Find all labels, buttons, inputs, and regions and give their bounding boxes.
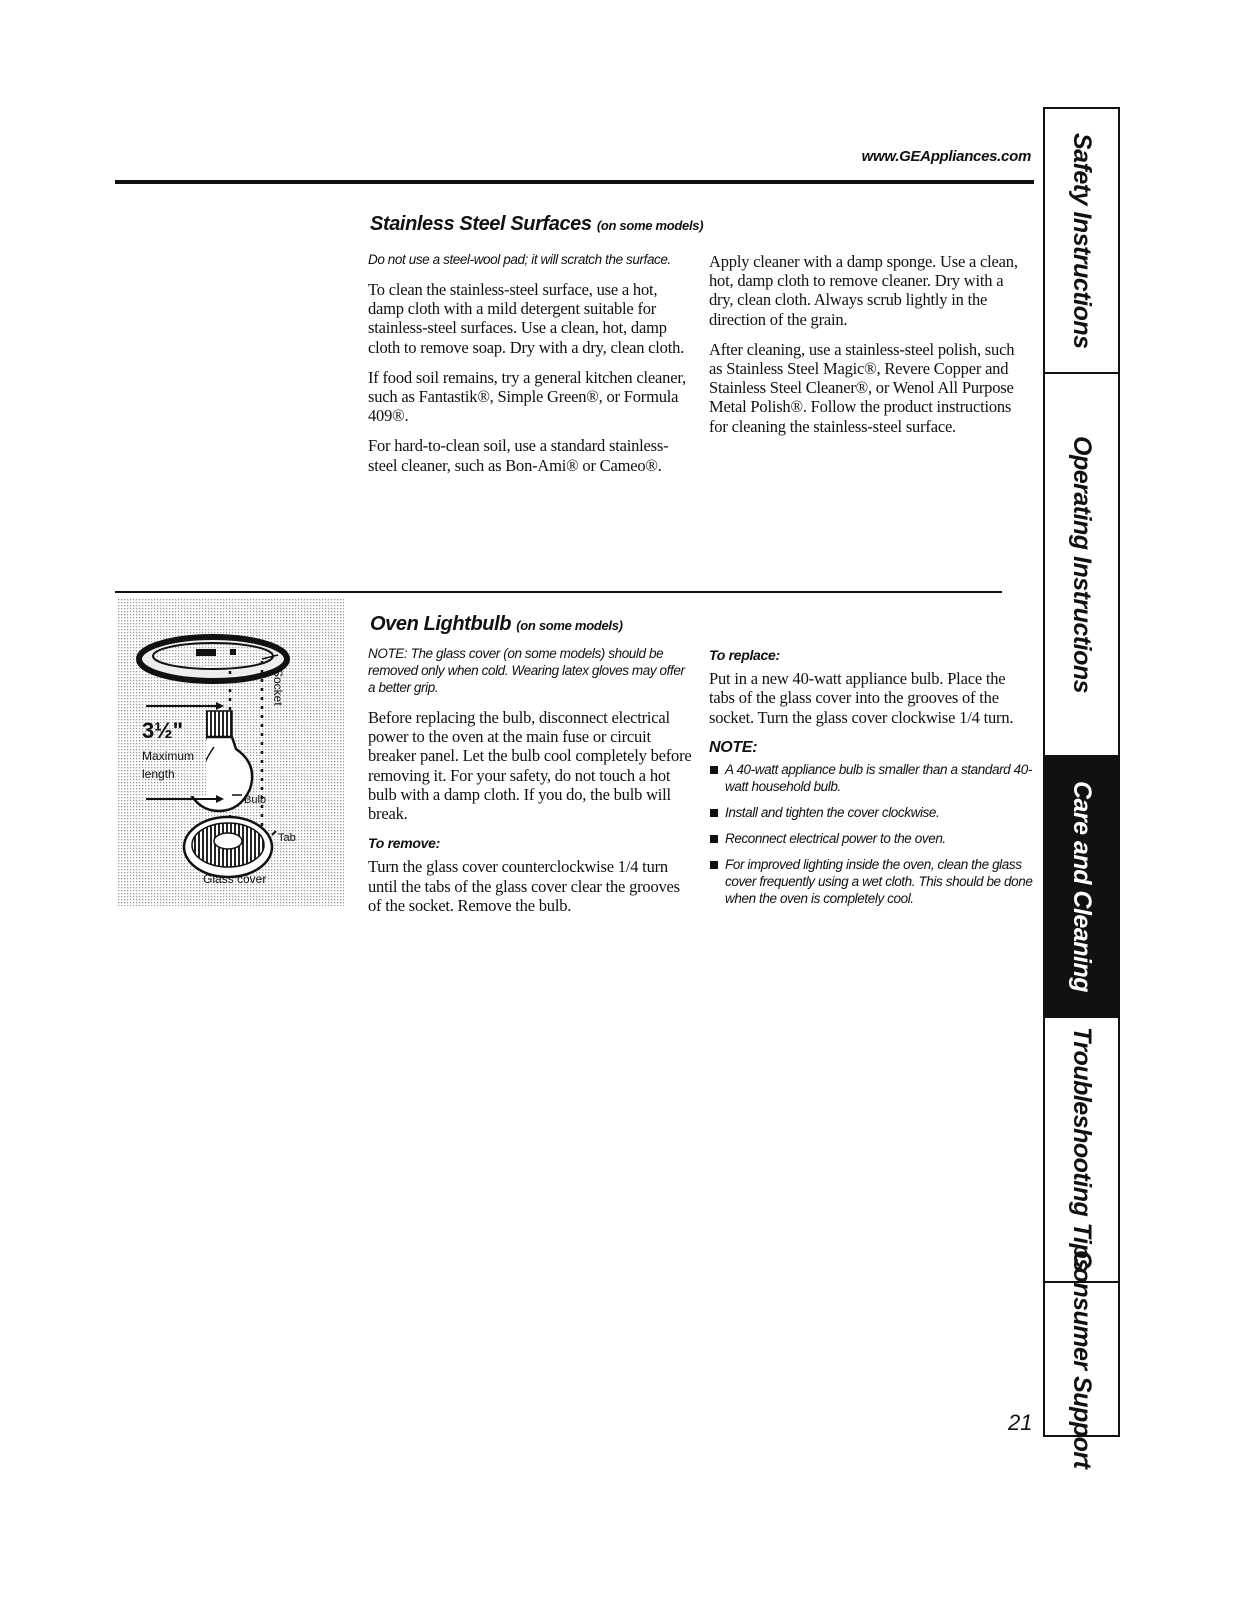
stainless-left-column [368, 251, 690, 486]
stainless-paragraph: To clean the stainless-steel surface, use a hot, damp cloth with a mild detergent suitable for stainless-steel surfaces. Use a clean, hot, damp cloth to remove soap. Dry with a dry, clean cloth. [368, 280, 685, 357]
dimension-label: 3½" [142, 718, 184, 743]
tab-label: Consumer Support [1068, 1249, 1096, 1469]
tab-operating-instructions[interactable] [1045, 374, 1118, 757]
glass-cover-label: Glass cover [203, 872, 267, 886]
note-item: For improved lighting inside the oven, clean the glass cover frequently using a wet cloth. This should be done when the oven is completely cool. [709, 856, 1033, 907]
section-tabs [1043, 107, 1120, 1469]
lightbulb-right-column [709, 646, 1033, 916]
tab-care-and-cleaning[interactable] [1045, 757, 1118, 1018]
website-url: www.GEAppliances.com [861, 148, 1031, 165]
note-list [709, 761, 1033, 907]
remove-heading: To remove: [368, 835, 440, 852]
stainless-paragraph: After cleaning, use a stainless-steel polish, such as Stainless Steel Magic®, Revere Copper and Stainless Steel Cleaner®, or Wenol All Purpose Metal Polish®. Follow the product instructions for cleaning the stainless-steel surface. [709, 339, 1015, 436]
lightbulb-diagram [118, 599, 344, 906]
bulb-label: Bulb [244, 794, 267, 806]
maximum-label: Maximum [142, 749, 195, 763]
stainless-heading [370, 213, 703, 236]
length-label: length [142, 767, 175, 781]
lightbulb-left-column [368, 645, 694, 926]
stainless-subtitle: (on some models) [596, 218, 704, 233]
lightbulb-subtitle: (on some models) [516, 618, 623, 633]
stainless-paragraph: For hard-to-clean soil, use a standard stainless-steel cleaner, such as Bon-Ami® or Cameo®. [368, 436, 669, 475]
replace-text: Put in a new 40-watt appliance bulb. Place the tabs of the glass cover into the grooves of the socket. Turn the glass cover clockwise 1/4 turn. [709, 669, 1014, 727]
tab-label: Troubleshooting Tips [1068, 1027, 1096, 1272]
lightbulb-heading [370, 613, 623, 636]
remove-text: Turn the glass cover counterclockwise 1/4 turn until the tabs of the glass cover clear the grooves of the socket. Remove the bulb. [368, 857, 680, 915]
tab-label: Safety Instructions [1068, 132, 1096, 349]
tab-troubleshooting-tips[interactable] [1045, 1018, 1118, 1283]
section-divider [115, 591, 1002, 593]
note-item: A 40-watt appliance bulb is smaller than a standard 40-watt household bulb. [709, 761, 1033, 795]
tab-safety-instructions[interactable] [1045, 109, 1118, 374]
page-number: 21 [1008, 1410, 1033, 1435]
note-item: Reconnect electrical power to the oven. [709, 830, 1033, 847]
header-rule [115, 180, 1034, 184]
tab-label: Tab [278, 832, 296, 844]
lightbulb-title: Oven Lightbulb [370, 613, 512, 635]
stainless-paragraph: Apply cleaner with a damp sponge. Use a clean, hot, damp cloth to remove cleaner. Dry with a dry, clean cloth. Always scrub lightly in the direction of the grain. [709, 252, 1018, 329]
lightbulb-intro: Before replacing the bulb, disconnect electrical power to the oven at the main fuse or circuit breaker panel. Let the bulb cool completely before removing it. For your safety, do not touch a hot bulb with a damp cloth. If you do, the bulb will break. [368, 708, 692, 824]
note-heading: NOTE: [709, 738, 758, 756]
lightbulb-note: NOTE: The glass cover (on some models) should be removed only when cold. Wearing latex gloves may offer a better grip. [368, 646, 685, 695]
note-item: Install and tighten the cover clockwise. [709, 804, 1033, 821]
stainless-paragraph: If food soil remains, try a general kitchen cleaner, such as Fantastik®, Simple Green®, or Formula 409®. [368, 367, 686, 426]
stainless-warning: Do not use a steel-wool pad; it will scratch the surface. [368, 252, 671, 267]
replace-heading: To replace: [709, 647, 780, 663]
stainless-right-column [709, 252, 1029, 447]
tab-consumer-support[interactable] [1045, 1249, 1118, 1469]
socket-label: Socket [271, 669, 285, 706]
stainless-title: Stainless Steel Surfaces [370, 213, 592, 235]
tab-label: Care and Cleaning [1068, 781, 1096, 992]
tab-label: Operating Instructions [1068, 435, 1096, 694]
glass-cover [184, 817, 272, 877]
